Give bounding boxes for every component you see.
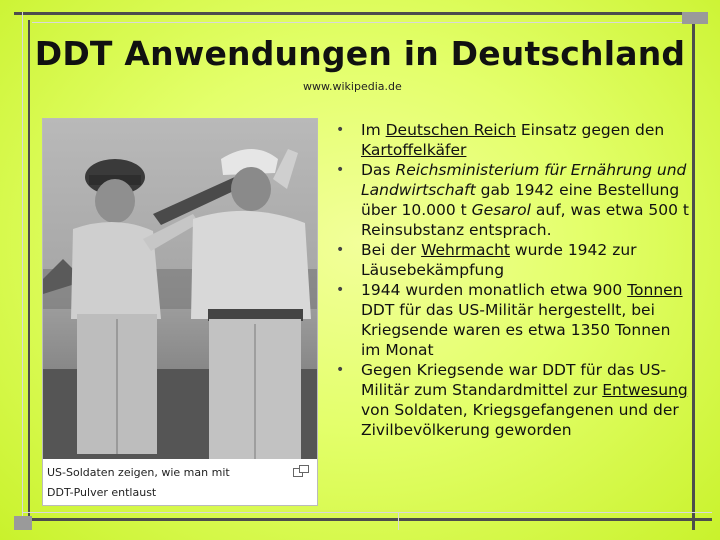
frame-left-line [22,12,23,530]
link-kartoffelkaefer[interactable]: Kartoffelkäfer [361,141,467,159]
soldiers-photo [43,119,317,459]
source-label: www.wikipedia.de [303,80,402,93]
photo-caption-line-2: DDT-Pulver entlaust [47,486,157,499]
bullet-item-5: • Gegen Kriegsende war DDT für das US-Militär zum Standardmittel zur Entwesung von Soldaten, Kriegsgefangenen und der Zivilbevölkerung geworden [334,360,694,440]
frame-divider-line [398,512,399,530]
slide-title: DDT Anwendungen in Deutschland [34,34,686,73]
frame-top-line [14,12,708,15]
link-deutsches-reich[interactable]: Deutschen Reich [385,121,516,139]
corner-block-bottom-left [14,516,32,530]
frame-left-line-dark [28,20,30,530]
enlarge-icon[interactable] [293,465,309,477]
link-wehrmacht[interactable]: Wehrmacht [421,241,510,259]
bullet-item-3: • Bei der Wehrmacht wurde 1942 zur Läusebekämpfung [334,240,694,280]
photo-caption-line-1: US-Soldaten zeigen, wie man mit [47,466,230,479]
photo-caption [47,463,313,503]
frame-bottom-line-light [22,512,712,513]
bullet-item-1: • Im Deutschen Reich Einsatz gegen den Kartoffelkäfer [334,120,694,160]
frame-bottom-line [22,518,712,521]
frame-top-line-inner [32,22,692,23]
bullet-list [334,120,694,440]
italic-reichsministerium: Reichsministerium für Ernährung und Landwirtschaft [361,161,687,199]
italic-gesarol: Gesarol [471,201,531,219]
photo-frame [42,118,318,506]
link-entwesung[interactable]: Entwesung [602,381,688,399]
link-tonnen[interactable]: Tonnen [627,281,683,299]
bullet-item-2: • Das Reichsministerium für Ernährung und Landwirtschaft gab 1942 eine Bestellung über 10.000 t Gesarol auf, was etwa 500 t Reinsubstanz entsprach. [334,160,694,240]
bullet-item-4: • 1944 wurden monatlich etwa 900 Tonnen DDT für das US-Militär hergestellt, bei Kriegsende waren es etwa 1350 Tonnen im Monat [334,280,694,360]
corner-block-top-right [682,12,708,24]
